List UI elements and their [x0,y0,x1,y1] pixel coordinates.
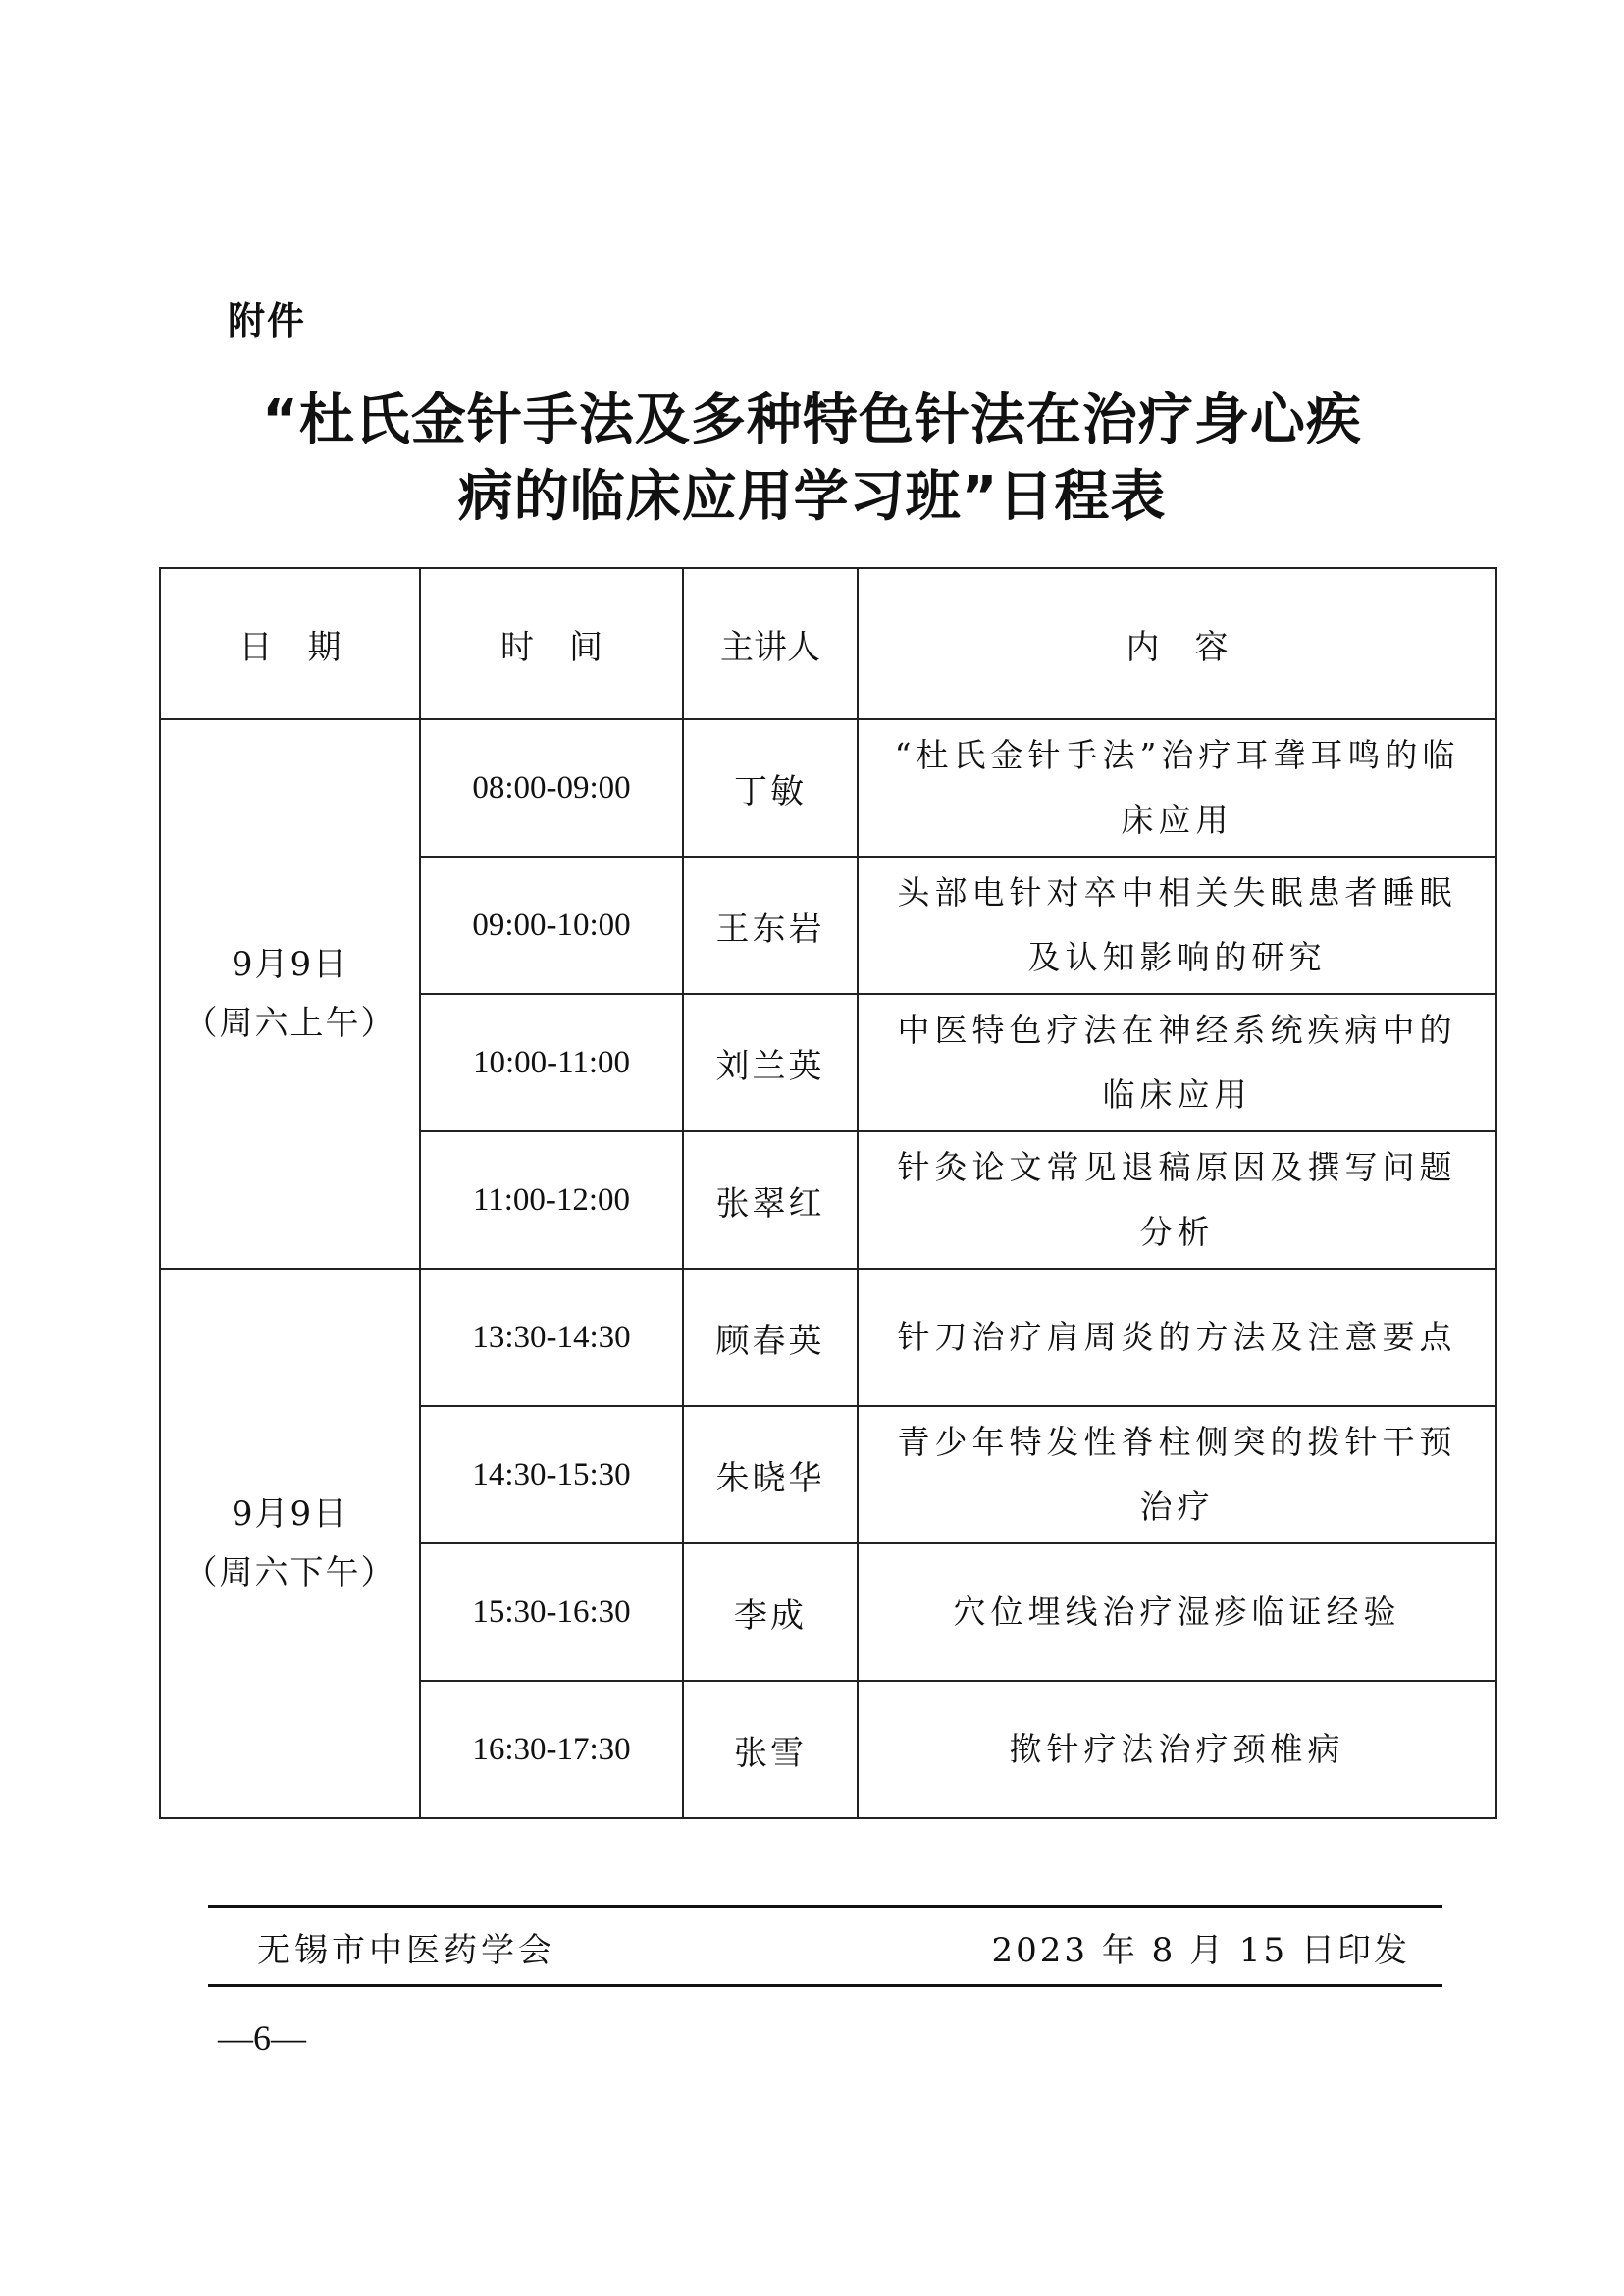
date-period: （周六下午） [183,1553,396,1592]
document-title [147,383,1477,536]
time-cell: 11:00-12:00 [420,1131,683,1269]
time-cell: 08:00-09:00 [420,719,683,857]
date-text: 9月9日 [231,945,349,984]
content-cell: 针灸论文常见退稿原因及撰写问题分析 [858,1131,1496,1269]
header-content: 内容 [858,568,1496,719]
speaker-cell: 丁敏 [683,719,858,857]
header-time: 时间 [420,568,683,719]
time-cell: 15:30-16:30 [420,1543,683,1681]
time-cell: 14:30-15:30 [420,1406,683,1543]
footer-issue-date: 2023 年 8 月 15 日印发 [991,1931,1410,1970]
content-cell: 穴位埋线治疗湿疹临证经验 [858,1543,1496,1681]
footer-bottom-rule [208,1984,1442,1987]
speaker-cell: 李成 [683,1543,858,1681]
footer-top-rule [208,1905,1442,1908]
footer-organization: 无锡市中医药学会 [257,1931,555,1970]
content-cell: 头部电针对卒中相关失眠患者睡眠及认知影响的研究 [858,857,1496,994]
schedule-table [159,567,1497,1819]
speaker-cell: 张翠红 [683,1131,858,1269]
table-row [160,1269,1496,1406]
content-cell: 青少年特发性脊柱侧突的拨针干预治疗 [858,1406,1496,1543]
speaker-cell: 刘兰英 [683,994,858,1131]
table-row [160,719,1496,857]
header-date: 日期 [160,568,420,719]
speaker-cell: 王东岩 [683,857,858,994]
content-cell: 针刀治疗肩周炎的方法及注意要点 [858,1269,1496,1406]
time-cell: 10:00-11:00 [420,994,683,1131]
table-header-row [160,568,1496,719]
date-cell-afternoon [160,1269,420,1818]
speaker-cell: 张雪 [683,1681,858,1818]
title-line-1: “杜氏金针手法及多种特色针法在治疗身心疾 [262,389,1362,452]
time-cell: 16:30-17:30 [420,1681,683,1818]
time-cell: 13:30-14:30 [420,1269,683,1406]
speaker-cell: 顾春英 [683,1269,858,1406]
content-cell: 揿针疗法治疗颈椎病 [858,1681,1496,1818]
header-lecturer: 主讲人 [683,568,858,719]
content-cell: 中医特色疗法在神经系统疾病中的临床应用 [858,994,1496,1131]
speaker-cell: 朱晓华 [683,1406,858,1543]
page-number: —6— [218,2018,306,2058]
attachment-label: 附件 [228,299,307,342]
content-cell: “杜氏金针手法”治疗耳聋耳鸣的临床应用 [858,719,1496,857]
date-text: 9月9日 [231,1494,349,1534]
date-period: （周六上午） [183,1004,396,1043]
title-line-2: 病的临床应用学习班”日程表 [457,465,1167,529]
time-cell: 09:00-10:00 [420,857,683,994]
date-cell-morning [160,719,420,1269]
